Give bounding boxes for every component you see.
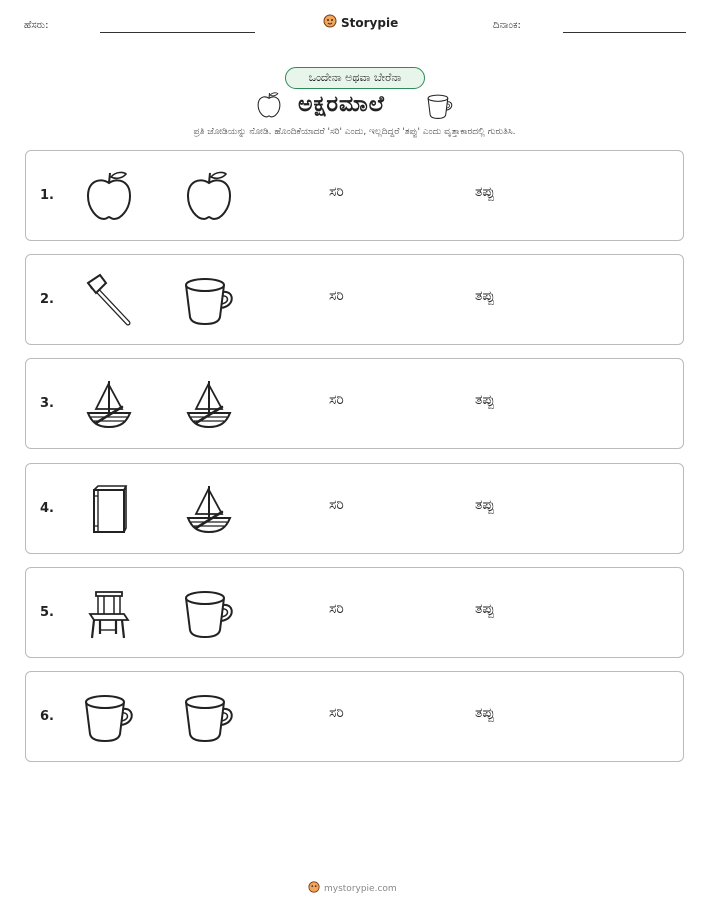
option-no[interactable]: ತಪ್ಪು	[475, 601, 495, 617]
cup-icon	[82, 690, 136, 744]
option-no[interactable]: ತಪ್ಪು	[475, 288, 495, 304]
question-number: 5.	[40, 605, 54, 620]
option-no[interactable]: ತಪ್ಪು	[475, 705, 495, 721]
option-no[interactable]: ತಪ್ಪು	[475, 392, 495, 408]
footer	[308, 881, 397, 896]
boat-icon	[182, 482, 236, 536]
cup-icon	[425, 92, 455, 124]
option-no[interactable]: ತಪ್ಪು	[475, 184, 495, 200]
page-title: ಅಕ್ಷರಮಾಲೆ	[298, 92, 385, 117]
option-yes[interactable]: ಸರಿ	[329, 497, 344, 513]
instruction-text: ಪ್ರತಿ ಜೋಡಿಯನ್ನು ನೋಡಿ. ಹೊಂದಿಕೆಯಾದರೆ 'ಸರಿ' ಎಂದು, ಇಲ್ಲದಿದ್ದರೆ 'ತಪ್ಪು' ಎಂದು ವೃತ್ತಾಕಾರದಲ್ಲಿ ಗುರುತಿಸಿ.	[193, 127, 516, 137]
question-number: 6.	[40, 709, 54, 724]
question-row	[25, 150, 684, 241]
apple-icon	[255, 91, 283, 123]
brand-name: Storypie	[341, 15, 399, 30]
option-yes[interactable]: ಸರಿ	[329, 184, 344, 200]
apple-icon	[182, 169, 236, 223]
question-row	[25, 358, 684, 449]
boat-icon	[182, 377, 236, 431]
option-yes[interactable]: ಸರಿ	[329, 392, 344, 408]
storypie-mascot-icon	[308, 881, 320, 896]
question-row	[25, 671, 684, 762]
option-yes[interactable]: ಸರಿ	[329, 601, 344, 617]
cup-icon	[182, 690, 236, 744]
date-line[interactable]	[563, 32, 686, 33]
question-number: 2.	[40, 292, 54, 307]
book-icon	[82, 482, 136, 536]
brand-logo	[323, 14, 398, 31]
question-row	[25, 567, 684, 658]
question-number: 4.	[40, 501, 54, 516]
option-yes[interactable]: ಸರಿ	[329, 705, 344, 721]
chair-icon	[82, 586, 136, 640]
date-label: ದಿನಾಂಕ:	[493, 20, 521, 31]
question-row	[25, 463, 684, 554]
axe-icon	[82, 273, 136, 327]
footer-url[interactable]: mystorypie.com	[324, 883, 397, 894]
subtitle-pill: ಒಂದೇನಾ ಅಥವಾ ಬೇರೆನಾ	[285, 67, 425, 89]
storypie-mascot-icon	[323, 14, 337, 31]
name-line[interactable]	[100, 32, 255, 33]
boat-icon	[82, 377, 136, 431]
cup-icon	[182, 273, 236, 327]
question-number: 3.	[40, 396, 54, 411]
question-row	[25, 254, 684, 345]
question-number: 1.	[40, 188, 54, 203]
apple-icon	[82, 169, 136, 223]
name-label: ಹೆಸರು:	[24, 20, 49, 31]
cup-icon	[182, 586, 236, 640]
option-yes[interactable]: ಸರಿ	[329, 288, 344, 304]
option-no[interactable]: ತಪ್ಪು	[475, 497, 495, 513]
